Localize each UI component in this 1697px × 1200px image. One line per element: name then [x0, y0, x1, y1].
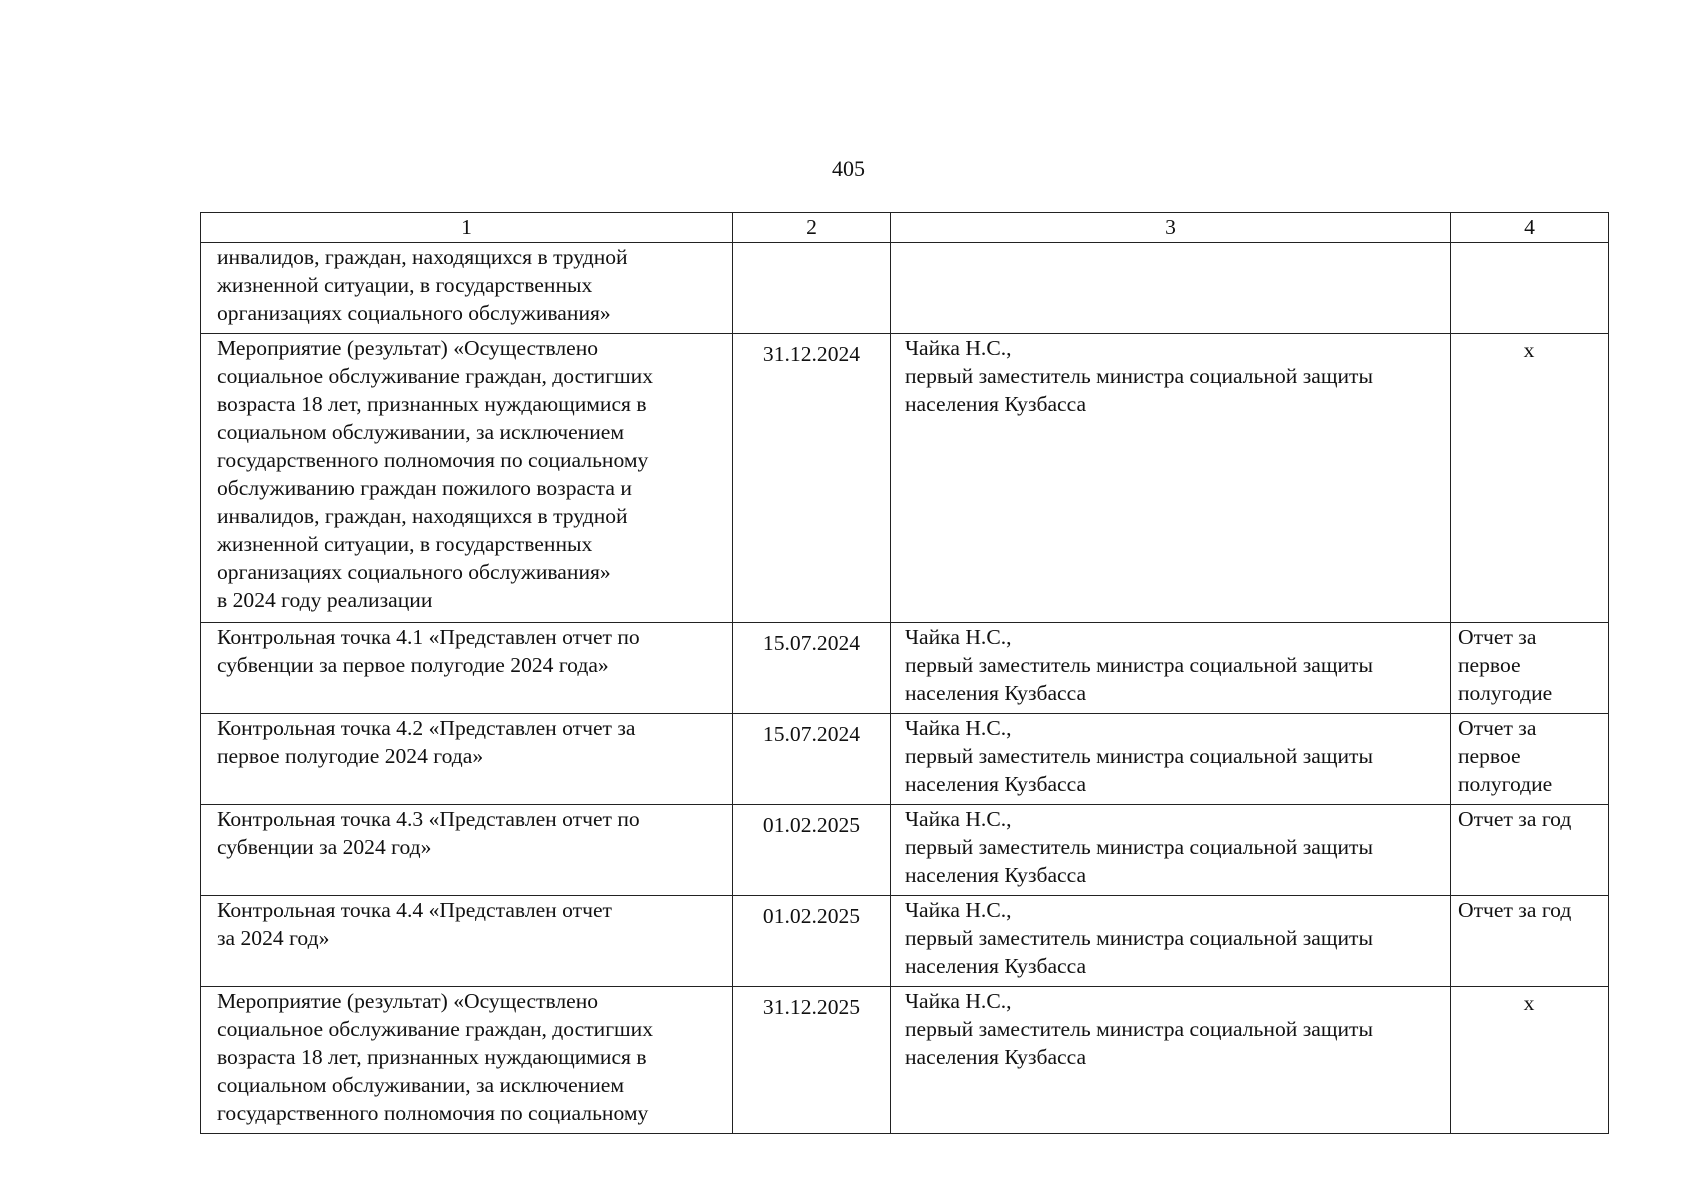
table-row: [201, 805, 1609, 896]
cell-responsible: [891, 243, 1451, 334]
table-row: [201, 896, 1609, 987]
cell-responsible: Чайка Н.С., первый заместитель министра социальной защиты населения Кузбасса: [891, 334, 1451, 623]
cell-description: Контрольная точка 4.1 «Представлен отчет по субвенции за первое полугодие 2024 года»: [201, 623, 733, 714]
cell-result: Отчет за первое полугодие: [1451, 714, 1609, 805]
cell-result: Отчет за первое полугодие: [1451, 623, 1609, 714]
cell-date: 15.07.2024: [733, 623, 891, 714]
cell-description: Контрольная точка 4.4 «Представлен отчет за 2024 год»: [201, 896, 733, 987]
cell-responsible: Чайка Н.С., первый заместитель министра социальной защиты населения Кузбасса: [891, 896, 1451, 987]
table-row: [201, 714, 1609, 805]
cell-date: 15.07.2024: [733, 714, 891, 805]
cell-result: х: [1451, 334, 1609, 623]
cell-description: Контрольная точка 4.2 «Представлен отчет за первое полугодие 2024 года»: [201, 714, 733, 805]
table-row: [201, 987, 1609, 1134]
cell-responsible: Чайка Н.С., первый заместитель министра социальной защиты населения Кузбасса: [891, 623, 1451, 714]
cell-responsible: Чайка Н.С., первый заместитель министра социальной защиты населения Кузбасса: [891, 714, 1451, 805]
cell-responsible: Чайка Н.С., первый заместитель министра социальной защиты населения Кузбасса: [891, 805, 1451, 896]
table-row: [201, 623, 1609, 714]
table-row: [201, 334, 1609, 623]
cell-description: инвалидов, граждан, находящихся в трудной жизненной ситуации, в государственных организациях социального обслуживания»: [201, 243, 733, 334]
header-col-2: 2: [733, 213, 891, 243]
cell-description: Мероприятие (результат) «Осуществлено социальное обслуживание граждан, достигших возраста 18 лет, признанных нуждающимися в социальном обслуживании, за исключением государственного полномочия по социальному: [201, 987, 733, 1134]
cell-description: Мероприятие (результат) «Осуществлено социальное обслуживание граждан, достигших возраста 18 лет, признанных нуждающимися в социальном обслуживании, за исключением государственного полномочия по социальному обслуживанию граждан пожилого возраста и инвалидов, граждан, находящихся в трудной жизненной ситуации, в государственных организациях социального обслуживания» в 2024 году реализации: [201, 334, 733, 623]
header-col-1: 1: [201, 213, 733, 243]
cell-result: х: [1451, 987, 1609, 1134]
header-col-3: 3: [891, 213, 1451, 243]
cell-description: Контрольная точка 4.3 «Представлен отчет по субвенции за 2024 год»: [201, 805, 733, 896]
table-row: [201, 243, 1609, 334]
cell-date: 31.12.2025: [733, 987, 891, 1134]
cell-date: 01.02.2025: [733, 896, 891, 987]
cell-result: [1451, 243, 1609, 334]
cell-result: Отчет за год: [1451, 896, 1609, 987]
cell-responsible: Чайка Н.С., первый заместитель министра социальной защиты населения Кузбасса: [891, 987, 1451, 1134]
cell-date: [733, 243, 891, 334]
header-col-4: 4: [1451, 213, 1609, 243]
cell-result: Отчет за год: [1451, 805, 1609, 896]
cell-date: 01.02.2025: [733, 805, 891, 896]
schedule-table: [200, 212, 1609, 1134]
cell-date: 31.12.2024: [733, 334, 891, 623]
page-number: 405: [832, 156, 865, 181]
table-header-row: [201, 213, 1609, 243]
